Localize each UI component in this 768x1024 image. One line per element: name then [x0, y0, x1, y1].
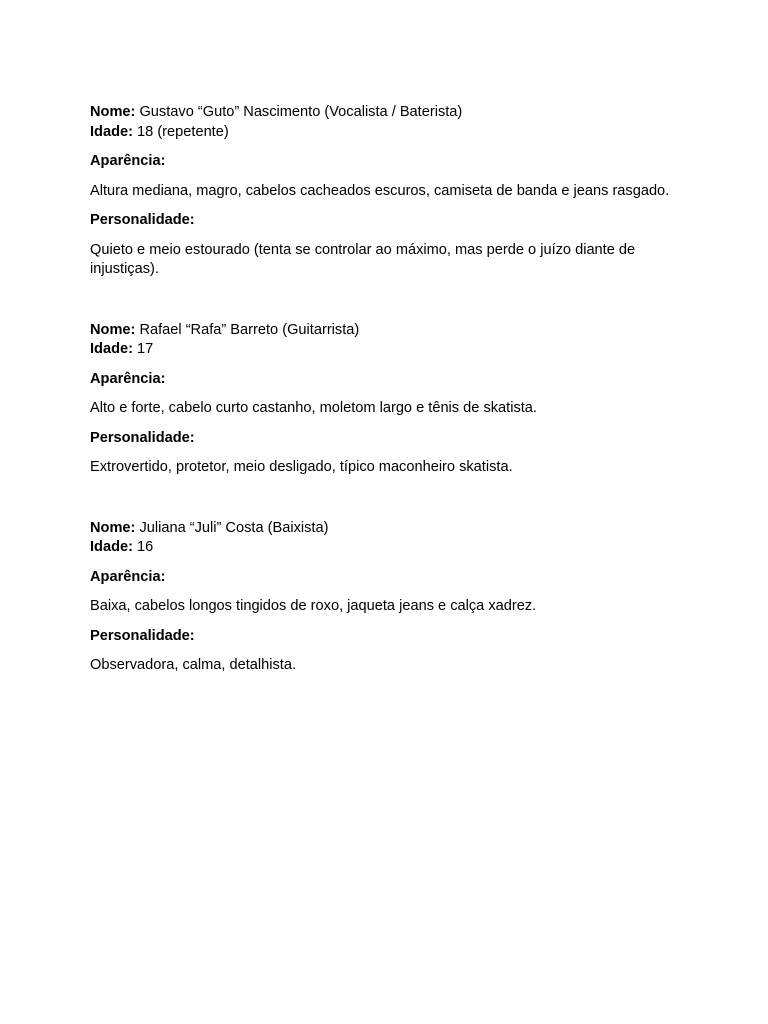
document-page: [90, 103, 680, 676]
personality-heading: Personalidade:: [90, 429, 195, 446]
name-label: Nome:: [90, 321, 136, 338]
character-entry-juli: [90, 519, 680, 676]
character-name-line: [90, 321, 680, 341]
personality-heading: Personalidade:: [90, 627, 195, 644]
age-value: 17: [132, 341, 154, 357]
personality-text: Extrovertido, protetor, meio desligado, típico maconheiro skatista.: [90, 459, 513, 475]
name-value: Gustavo “Guto” Nascimento (Vocalista / Baterista): [135, 104, 463, 120]
character-age-line: [90, 123, 680, 143]
age-label: Idade:: [90, 539, 133, 555]
character-entry-rafa: [90, 321, 680, 478]
personality-heading: Personalidade:: [90, 212, 195, 228]
appearance-text: Alto e forte, cabelo curto castanho, moletom largo e tênis de skatista.: [90, 400, 537, 416]
character-name-line: [90, 103, 680, 123]
name-label: Nome:: [90, 519, 136, 536]
appearance-heading: Aparência:: [90, 153, 166, 169]
character-entry-guto: [90, 103, 680, 280]
appearance-heading: Aparência:: [90, 568, 166, 585]
appearance-heading: Aparência:: [90, 370, 166, 387]
name-value: Juliana “Juli” Costa (Baixista): [135, 519, 329, 536]
character-age-line: [90, 538, 680, 558]
character-name-line: [90, 519, 680, 539]
name-label: Nome:: [90, 104, 136, 120]
name-value: Rafael “Rafa” Barreto (Guitarrista): [135, 321, 360, 338]
age-label: Idade:: [90, 341, 133, 357]
age-value: 18 (repetente): [132, 123, 229, 140]
appearance-text: Altura mediana, magro, cabelos cacheados escuros, camiseta de banda e jeans rasgado.: [90, 182, 670, 199]
age-label: Idade:: [90, 123, 133, 140]
age-value: 16: [132, 539, 154, 555]
personality-text: Quieto e meio estourado (tenta se controlar ao máximo, mas perde o juízo diante de injustiças).: [90, 241, 636, 277]
personality-text: Observadora, calma, detalhista.: [90, 657, 297, 673]
appearance-text: Baixa, cabelos longos tingidos de roxo, jaqueta jeans e calça xadrez.: [90, 598, 537, 614]
character-age-line: [90, 340, 680, 360]
